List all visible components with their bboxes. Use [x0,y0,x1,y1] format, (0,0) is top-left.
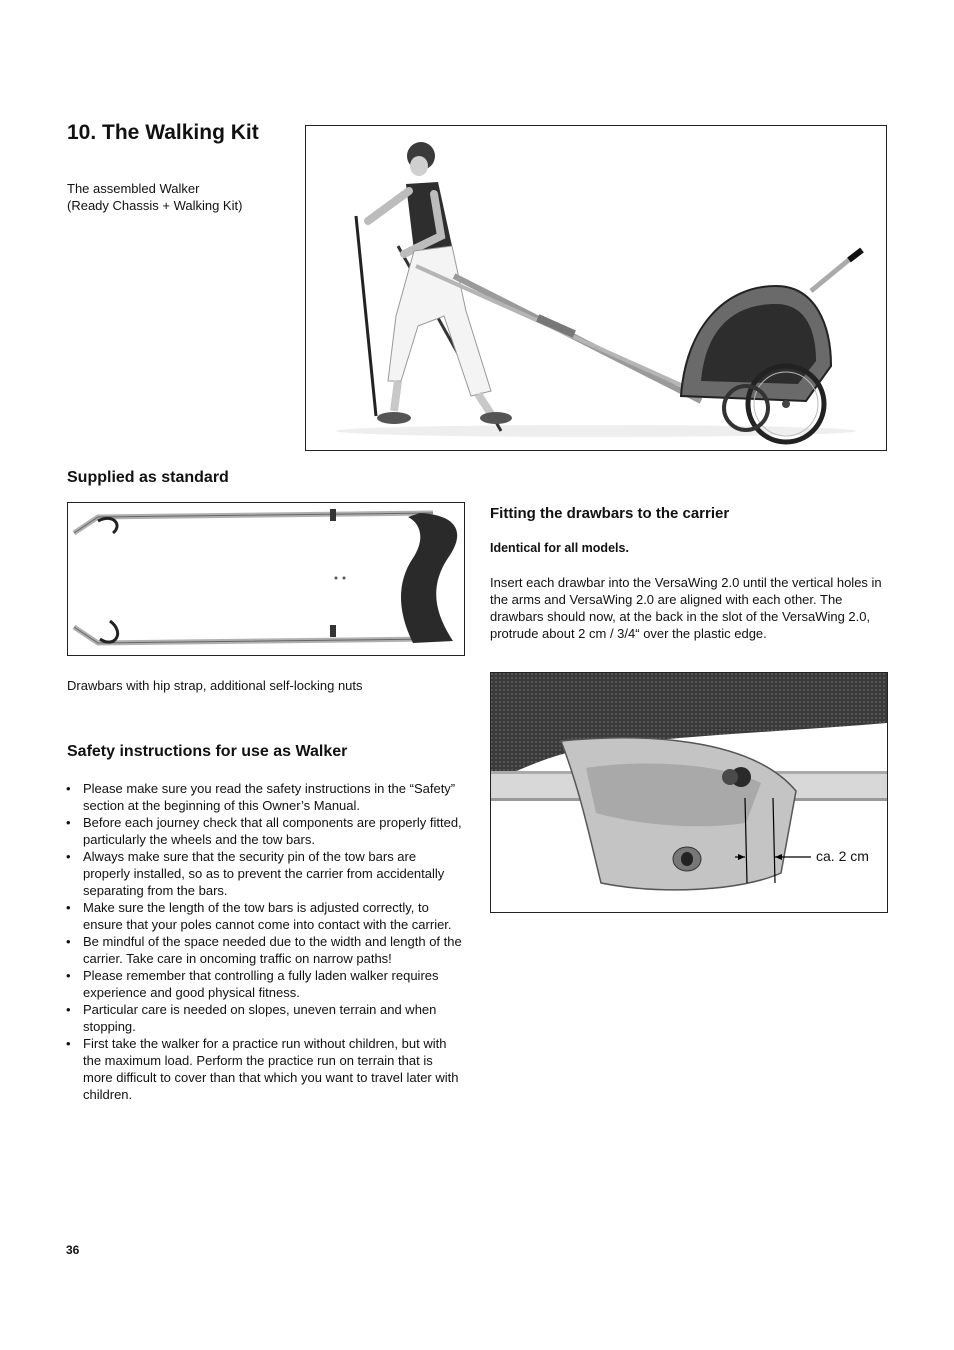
page-title: 10. The Walking Kit [67,121,259,144]
versawing-photo-icon [491,673,887,912]
safety-item: • Make sure the length of the tow bars is adjusted correctly, to ensure that your poles cannot come into contact with the carrier. [66,899,462,933]
fitting-subheading: Identical for all models. [490,541,629,555]
walker-caption [67,180,242,214]
safety-item: • Please remember that controlling a fully laden walker requires experience and good physical fitness. [66,967,462,1001]
versawing-photo [490,672,888,913]
walker-photo [305,125,887,451]
walker-photo-icon [306,126,886,450]
fitting-body: Insert each drawbar into the VersaWing 2.0 until the vertical holes in the arms and VersaWing 2.0 are aligned with each other. The drawbars should now, at the back in the slot of the VersaWing 2.0, protrude about 2 cm / 3/4“ over the plastic edge. [490,575,882,641]
fitting-heading: Fitting the drawbars to the carrier [490,505,730,522]
safety-list [66,780,462,1103]
walker-caption-line1: The assembled Walker [67,181,200,196]
safety-heading: Safety instructions for use as Walker [67,743,348,760]
drawbars-photo-icon [68,503,464,655]
safety-item: • Before each journey check that all components are properly fitted, particularly the wheels and the tow bars. [66,814,462,848]
safety-item: • First take the walker for a practice run without children, but with the maximum load. Perform the practice run on terrain that is more difficult to cover than that which you want to travel later with children. [66,1035,462,1103]
supplied-caption: Drawbars with hip strap, additional self-locking nuts [67,678,363,693]
safety-item: • Please make sure you read the safety instructions in the “Safety” section at the beginning of this Owner’s Manual. [66,780,462,814]
walker-caption-line2: (Ready Chassis + Walking Kit) [67,198,243,213]
drawbars-photo [67,502,465,656]
supplied-heading: Supplied as standard [67,469,229,486]
safety-item: • Particular care is needed on slopes, uneven terrain and when stopping. [66,1001,462,1035]
page-number: 36 [66,1243,80,1257]
safety-item: • Always make sure that the security pin of the tow bars are properly installed, so as to prevent the carrier from accidentally separating from the bars. [66,848,462,899]
safety-item: • Be mindful of the space needed due to the width and length of the carrier. Take care in oncoming traffic on narrow paths! [66,933,462,967]
measure-label: ca. 2 cm [816,848,869,864]
